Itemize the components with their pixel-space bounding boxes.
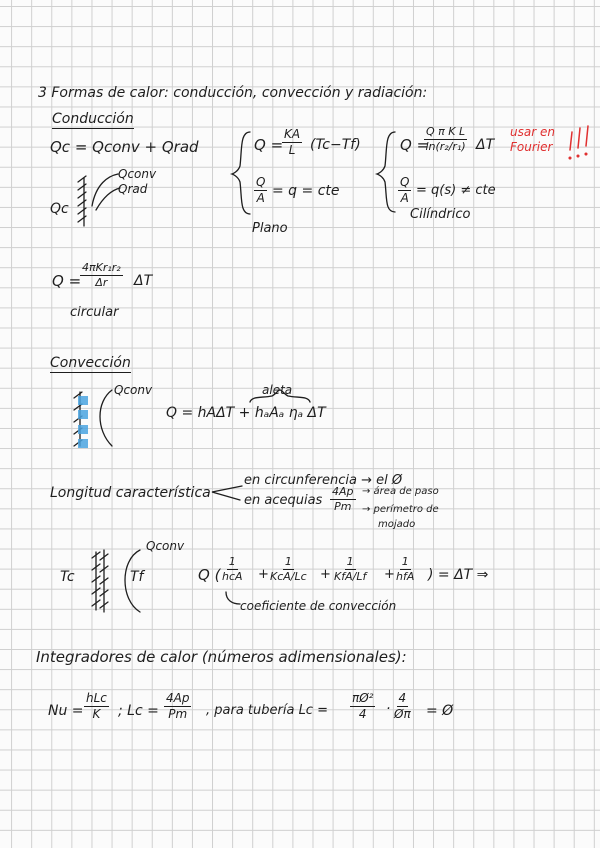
p2-frac: $\frac{4}{Ø\pi}$ [394, 691, 411, 722]
result: = Ø [426, 703, 454, 719]
plano-eq1-frac: $\frac{KA}{L}$ [284, 127, 301, 158]
mojado-note: mojado [378, 519, 416, 530]
length-opt2: en acequias [244, 493, 323, 508]
cil-label: Cilíndrico [410, 207, 471, 222]
conduction-balance: Qc = Qconv + Qrad [50, 138, 199, 156]
circ-frac: 4πKr₁r₂ Δr [82, 261, 121, 290]
area-note: → área de paso [362, 486, 439, 497]
convection-equation: Q = hAΔT + hₐAₐ ηₐ ΔT [166, 405, 326, 421]
plus-3: + [384, 567, 395, 582]
circ-rhs: ΔT [134, 273, 153, 289]
plano-label: Plano [252, 221, 288, 236]
coef-label: coeficiente de convección [240, 599, 397, 613]
plano-eq1-rhs: (Tc−Tf) [310, 137, 361, 153]
fin-2 [78, 410, 88, 419]
tc-label: Tc [60, 569, 75, 585]
plus-1: + [258, 567, 269, 582]
dot: · [386, 701, 391, 717]
conv-qconv: Qconv [114, 383, 153, 397]
fourier-note-2: Fourier [510, 140, 553, 154]
p1-frac: $\frac{\text{πØ²}}{4}$ [352, 691, 374, 722]
wall-closing: ) = ΔT ⇒ [428, 567, 489, 583]
integrators-title: Integradores de calor (números adimensionales): [36, 648, 407, 666]
term-4: 1 hfA [396, 555, 415, 584]
nu-frac: hLc K [86, 691, 107, 722]
fin-3 [78, 425, 88, 434]
nu-lhs: Nu = [48, 703, 84, 719]
cil-eq1-frac: $\frac{\text{Q π K L}}{\text{ln(r₂/r₁)}}$ [425, 125, 466, 154]
page-heading: 3 Formas de calor: conducción, convección y radiación: [38, 85, 428, 101]
fin-1 [78, 396, 88, 405]
aleta-label: aleta [262, 383, 293, 397]
length-frac: $\frac{4Ap}{Pm}$ [332, 485, 354, 514]
lc-frac: $\frac{4Ap}{Pm}$ [166, 691, 190, 722]
circ-label: circular [70, 305, 119, 320]
term-2: 1 KcA/Lc [270, 555, 307, 584]
plano-eq1-lhs: Q = [254, 136, 284, 154]
q-open: Q ( [198, 566, 221, 584]
length-label: Longitud característica [50, 485, 211, 501]
fin-4 [78, 439, 88, 448]
fourier-note-1: usar en [510, 125, 555, 139]
cil-eq1-rhs: ΔT [476, 137, 495, 153]
cil-eq1-lhs: Q = [400, 136, 430, 154]
term-3: 1 KfA/Lf [334, 555, 367, 584]
circ-lhs: Q = [52, 272, 82, 290]
lc-lhs: ; Lc = [118, 703, 159, 719]
wall-qconv: Qconv [146, 539, 185, 553]
qc-label: Qc [50, 201, 69, 217]
plano-eq2-rhs: = q = cte [272, 183, 340, 199]
convection-title: Convección [50, 355, 131, 371]
plano-eq2-frac: $\frac{Q}{A}$ [256, 175, 266, 206]
tf-label: Tf [130, 569, 144, 585]
plus-2: + [320, 567, 331, 582]
conduction-title: Conducción [52, 111, 134, 127]
qrad-label: Qrad [118, 182, 148, 196]
cil-eq2-rhs: = q(s) ≠ cte [416, 183, 496, 198]
qconv-label: Qconv [118, 167, 157, 181]
term-1: 1 hcA [222, 555, 243, 584]
perim-note: → perímetro de [362, 504, 439, 515]
cil-eq2-frac: $\frac{Q}{A}$ [400, 175, 410, 206]
length-opt1: en circunferencia → el Ø [244, 473, 403, 488]
tuberia-text: , para tubería Lc = [206, 703, 328, 718]
